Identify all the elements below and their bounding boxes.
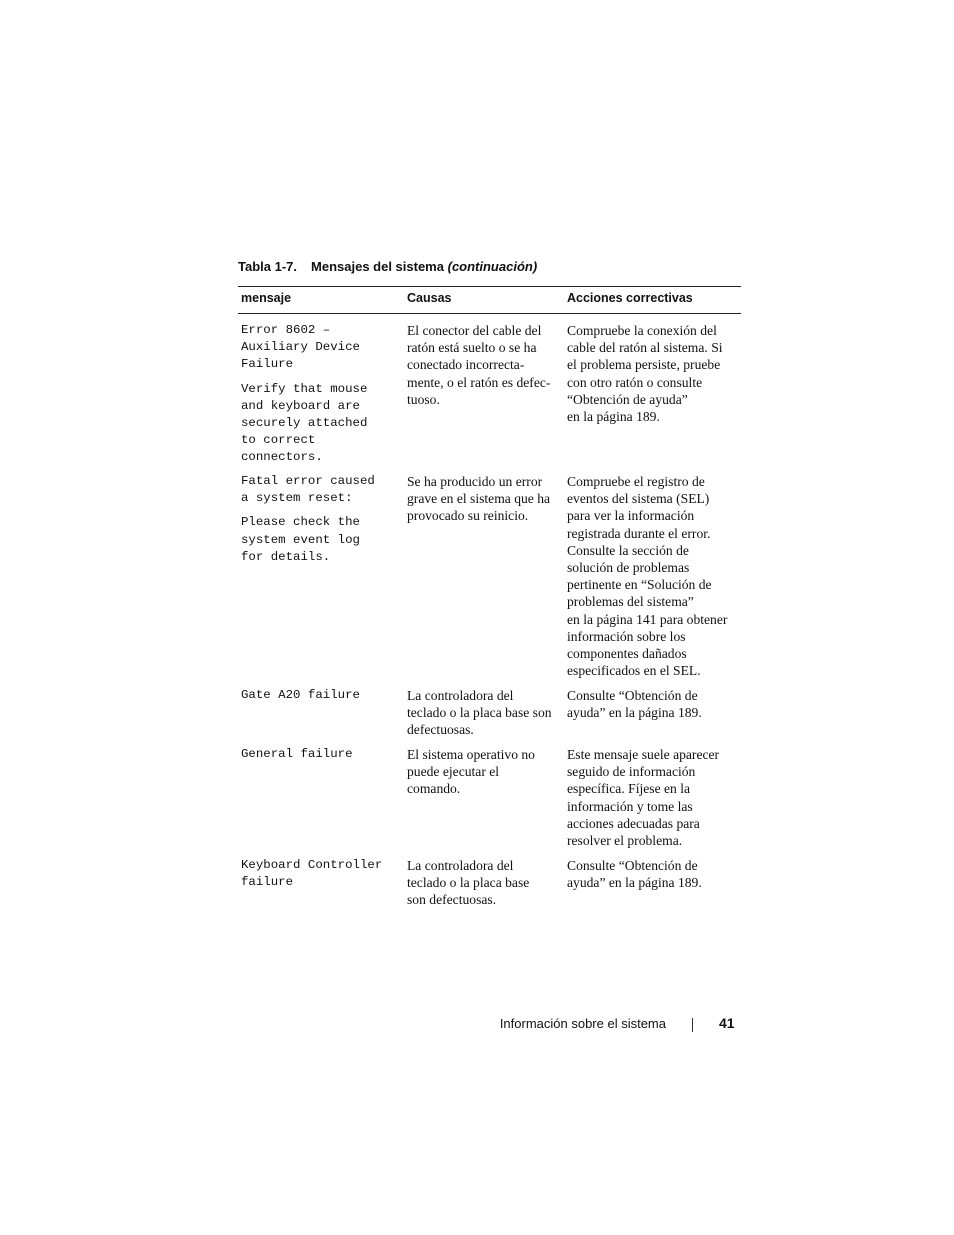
cause-cell: El conector del cable del ratón está suelto o se ha conectado incorrecta- mente, o el ratón es defec- tuoso.: [407, 323, 551, 407]
message-cell: [241, 857, 403, 891]
action-cell: Consulte “Obtención de ayuda” en la página 189.: [567, 688, 702, 721]
header-causes: Causas: [407, 291, 452, 305]
message-detail: Please check the system event log for details.: [241, 515, 360, 564]
page-number: 41: [719, 1015, 735, 1031]
footer-separator: [692, 1018, 693, 1032]
cause-cell: El sistema operativo no puede ejecutar el comando.: [407, 747, 535, 797]
message-text: Keyboard Controller failure: [241, 858, 383, 890]
footer-section-title: Información sobre el sistema: [499, 1016, 666, 1031]
message-text: General failure: [241, 747, 353, 761]
message-cell: [241, 746, 403, 763]
page-footer: [0, 1015, 954, 1035]
table-row: [238, 857, 741, 917]
table-caption: [238, 259, 537, 274]
table-row: [238, 746, 741, 857]
message-cell: [241, 687, 403, 704]
message-text: Error 8602 – Auxiliary Device Failure: [241, 323, 360, 372]
message-text: Gate A20 failure: [241, 688, 360, 702]
action-cell: Consulte “Obtención de ayuda” en la página 189.: [567, 858, 702, 891]
message-text: Fatal error caused a system reset:: [241, 474, 375, 506]
message-detail: Verify that mouse and keyboard are securely attached to correct connectors.: [241, 381, 368, 465]
table-row: [238, 687, 741, 746]
action-cell: Compruebe la conexión del cable del ratón al sistema. Si el problema persiste, pruebe con otro ratón o consulte “Obtención de ayuda” en la página 189.: [567, 323, 723, 425]
cause-cell: La controladora del teclado o la placa base son defectuosas.: [407, 858, 530, 908]
action-cell: Este mensaje suele aparecer seguido de información específica. Fíjese en la información y tome las acciones adecuadas para resolver el problema.: [567, 747, 720, 849]
table-header: [238, 286, 741, 314]
caption-label: Tabla 1-7.: [238, 259, 298, 274]
cause-cell: Se ha producido un error grave en el sistema que ha provocado su reinicio.: [407, 474, 551, 524]
system-messages-table: [238, 286, 741, 909]
message-cell: [241, 473, 403, 566]
table-row: [238, 473, 741, 687]
message-cell: [241, 322, 403, 467]
action-cell: Compruebe el registro de eventos del sistema (SEL) para ver la información registrada durante el error. Consulte la sección de solución de problemas pertinente en “Solución de problemas del sistema” en la página 141 para obtener información sobre los componentes dañados especificados en el SEL.: [567, 474, 728, 679]
table-row: [238, 322, 741, 473]
caption-suffix: (continuación): [447, 259, 538, 274]
header-actions: Acciones correctivas: [567, 291, 693, 305]
cause-cell: La controladora del teclado o la placa base son defectuosas.: [407, 688, 552, 738]
header-message: mensaje: [241, 291, 292, 305]
caption-title: Mensajes del sistema: [311, 259, 444, 274]
